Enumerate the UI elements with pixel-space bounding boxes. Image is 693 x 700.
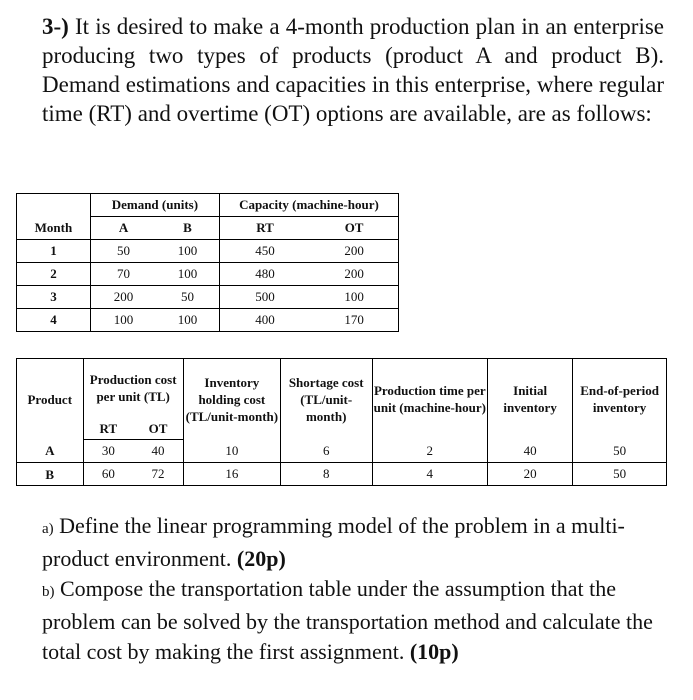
month-cell: 4 [17, 309, 91, 332]
product-parameters-table [16, 358, 667, 486]
initial-inventory-header: Initial inventory [488, 359, 573, 440]
capacity-rt-col-header: RT [219, 217, 310, 240]
product-cell: A [17, 440, 84, 463]
demand-a-cell: 50 [90, 240, 156, 263]
month-cell: 2 [17, 263, 91, 286]
end-inventory-header: End-of-period inventory [573, 359, 667, 440]
month-cell: 1 [17, 240, 91, 263]
capacity-group-header: Capacity (machine-hour) [219, 194, 398, 217]
product-col-header: Product [17, 359, 84, 440]
part-a-points: (20p) [236, 546, 286, 571]
end-inventory-cell: 50 [573, 463, 667, 486]
production-cost-header: Production cost per unit (TL) [83, 359, 183, 418]
capacity-ot-cell: 170 [310, 309, 398, 332]
month-cell: 3 [17, 286, 91, 309]
demand-b-cell: 100 [156, 309, 219, 332]
part-b-text: Compose the transportation table under the assumption that the problem can be solved by the transportation method and calculate the total cost by making the first assignment. [42, 576, 653, 664]
shortage-cost-header: Shortage cost (TL/unit-month) [280, 359, 372, 440]
question-text: It is desired to make a 4-month production plan in an enterprise producing two types of products (product A and product B). Demand estimations and capacities in this enterprise, where regular time (RT) and overtime (OT) options are available, are as follows: [42, 14, 664, 126]
end-inventory-cell: 50 [573, 440, 667, 463]
part-b-points: (10p) [409, 639, 459, 664]
demand-a-cell: 70 [90, 263, 156, 286]
capacity-rt-cell: 450 [219, 240, 310, 263]
part-a-text: Define the linear programming model of the problem in a multi-product environment. [42, 513, 625, 571]
table-row [17, 463, 667, 486]
demand-b-cell: 50 [156, 286, 219, 309]
cost-rt-cell: 30 [83, 440, 133, 463]
capacity-rt-cell: 400 [219, 309, 310, 332]
cost-rt-cell: 60 [83, 463, 133, 486]
demand-capacity-table [16, 193, 399, 332]
demand-b-col-header: B [156, 217, 219, 240]
capacity-ot-cell: 200 [310, 263, 398, 286]
demand-group-header: Demand (units) [90, 194, 219, 217]
production-time-cell: 2 [372, 440, 488, 463]
demand-b-cell: 100 [156, 240, 219, 263]
part-a-label: a) [42, 521, 54, 537]
holding-cost-cell: 10 [183, 440, 280, 463]
production-time-header: Production time per unit (machine-hour) [372, 359, 488, 440]
table-row [17, 286, 399, 309]
holding-cost-header: Inventory holding cost (TL/unit-month) [183, 359, 280, 440]
holding-cost-cell: 16 [183, 463, 280, 486]
capacity-ot-cell: 100 [310, 286, 398, 309]
initial-inventory-cell: 40 [488, 440, 573, 463]
cost-rt-col-header: RT [83, 417, 133, 440]
question-number: 3-) [42, 14, 69, 39]
capacity-rt-cell: 500 [219, 286, 310, 309]
cost-ot-col-header: OT [133, 417, 183, 440]
shortage-cost-cell: 6 [280, 440, 372, 463]
demand-a-col-header: A [90, 217, 156, 240]
table-row [17, 309, 399, 332]
question-intro [42, 12, 664, 128]
table-row [17, 240, 399, 263]
capacity-ot-cell: 200 [310, 240, 398, 263]
cost-ot-cell: 72 [133, 463, 183, 486]
demand-a-cell: 200 [90, 286, 156, 309]
demand-a-cell: 100 [90, 309, 156, 332]
shortage-cost-cell: 8 [280, 463, 372, 486]
month-col-header: Month [17, 217, 91, 240]
part-b [42, 574, 682, 667]
question-parts [42, 511, 682, 667]
table-row [17, 440, 667, 463]
cost-ot-cell: 40 [133, 440, 183, 463]
blank-header-cell [17, 194, 91, 217]
production-time-cell: 4 [372, 463, 488, 486]
capacity-ot-col-header: OT [310, 217, 398, 240]
table-row [17, 263, 399, 286]
capacity-rt-cell: 480 [219, 263, 310, 286]
part-b-label: b) [42, 584, 55, 600]
initial-inventory-cell: 20 [488, 463, 573, 486]
demand-b-cell: 100 [156, 263, 219, 286]
part-a [42, 511, 682, 574]
product-cell: B [17, 463, 84, 486]
